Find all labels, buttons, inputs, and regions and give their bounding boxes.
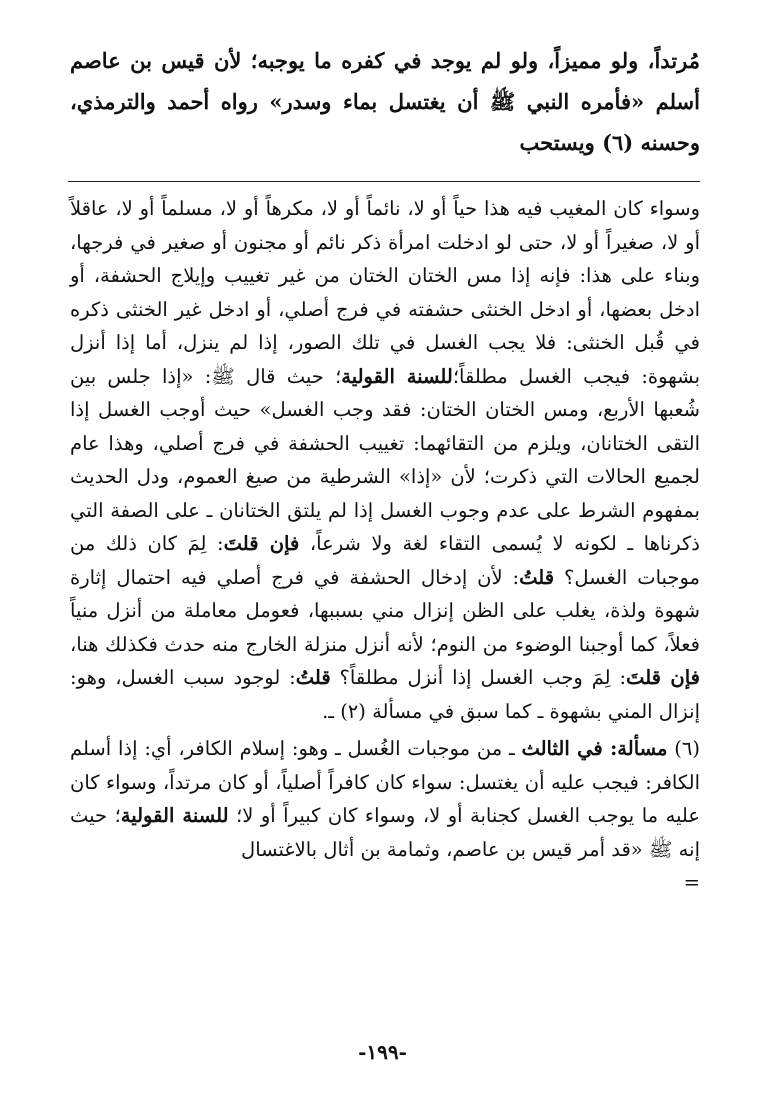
main-text: مُرتداً، ولو مميزاً، ولو لم يوجد في كفره ما يوجبه؛ لأن قيس بن عاصم أسلم «فأمره النبي ﷺ أن يغتسل بماء وسدر» رواه أحمد والترمذي، وحسنه (٦) ويستحب [70, 48, 700, 155]
bold-phrase: مسألة: في الثالث [521, 737, 668, 760]
footnote-paragraph [70, 192, 700, 728]
footnote-text: ؛ حيث إنه ﷺ «قد أمر قيس بن عاصم، وثمامة بن أثال بالاغتسال [70, 804, 700, 861]
bold-phrase: فإن قلتَ [626, 666, 700, 689]
footnote-number: (٦) [674, 737, 700, 760]
footnote-text: : لأن إدخال الحشفة في فرج أصلي فيه احتمال إثارة شهوة ولذة، يغلب على الظن إنزال مني بسببها، فعومل معاملة من أنزل منياً فعلاً، كما أوجبنا الوضوء من النوم؛ لأنه أنزل منزلة الخارج منه حدث فكذلك هنا، [70, 565, 700, 656]
bold-phrase: للسنة القولية [120, 804, 229, 827]
footnote-separator [68, 181, 700, 182]
bold-phrase: للسنة القولية [341, 364, 453, 388]
footnote-text: وسواء كان المغيب فيه هذا حياً أو لا، نائماً أو لا، مكرهاً أو لا، مسلماً أو لا، عاقلاً أو لا، صغيراً أو لا، حتى لو ادخلت امرأة ذكر نائم أو مجنون أو صغير في فرجها، وبناء على هذا: فإنه إذا مس الختان الختان من غير تغييب وإيلاج الحشفة، أو ادخل بعضها، أو ادخل الخنثى حشفته في فرج أصلي، أو ادخل غير الخنثى ذكره في قُبل الخنثى: فلا يجب الغسل في تلك الصور، إذا لم ينزل، أما إذا أنزل بشهوة: فيجب الغسل مطلقاً؛ [70, 197, 700, 388]
page-content [70, 40, 700, 1080]
bold-phrase: قلتُ [519, 565, 555, 589]
continuation-mark: = [683, 871, 700, 894]
footnote-text: : لوجود سبب الغسل، وهو: إنزال المني بشهوة ـ كما سبق في مسألة (٢) ـ. [70, 666, 700, 723]
footnote-text: ـ من موجبات الغُسل ـ وهو: إسلام الكافر، أي: إذا أسلم الكافر: فيجب عليه أن يغتسل: سواء كان كافراً أصلياً، أو كان مرتداً، وسواء كان عليه ما يوجب الغسل كجنابة أو لا، وسواء كان كبيراً أو لا؛ [70, 737, 701, 827]
footnote-text: : لِمَ كان ذلك من موجبات الغسل؟ [70, 532, 701, 589]
footnote-text: ؛ حيث قال ﷺ: «إذا جلس بين شُعبها الأربع، ومس الختان الختان: فقد وجب الغسل» حيث أوجب الغسل إذا التقى الختانان، ويلزم من التقائهما: تغييب الحشفة في فرج أصلي، وهذا عام لجميع الحالات التي ذكرت؛ لأن «إذا» الشرطية من صيغ العموم، ودل الحديث بمفهوم الشرط على عدم وجوب الغسل إذا لم يلتق الختانان ـ على الصفة التي ذكرناها ـ لكونه لا يُسمى التقاء لغة ولا شرعاً، [70, 364, 700, 555]
page-number: -١٩٩- [358, 1040, 407, 1064]
bold-phrase: قلتُ [295, 666, 331, 689]
footnote-text: : لِمَ وجب الغسل إذا أنزل مطلقاً؟ [339, 666, 627, 689]
bold-phrase: فإن قلتَ [223, 532, 300, 555]
footnote-6 [70, 732, 700, 900]
